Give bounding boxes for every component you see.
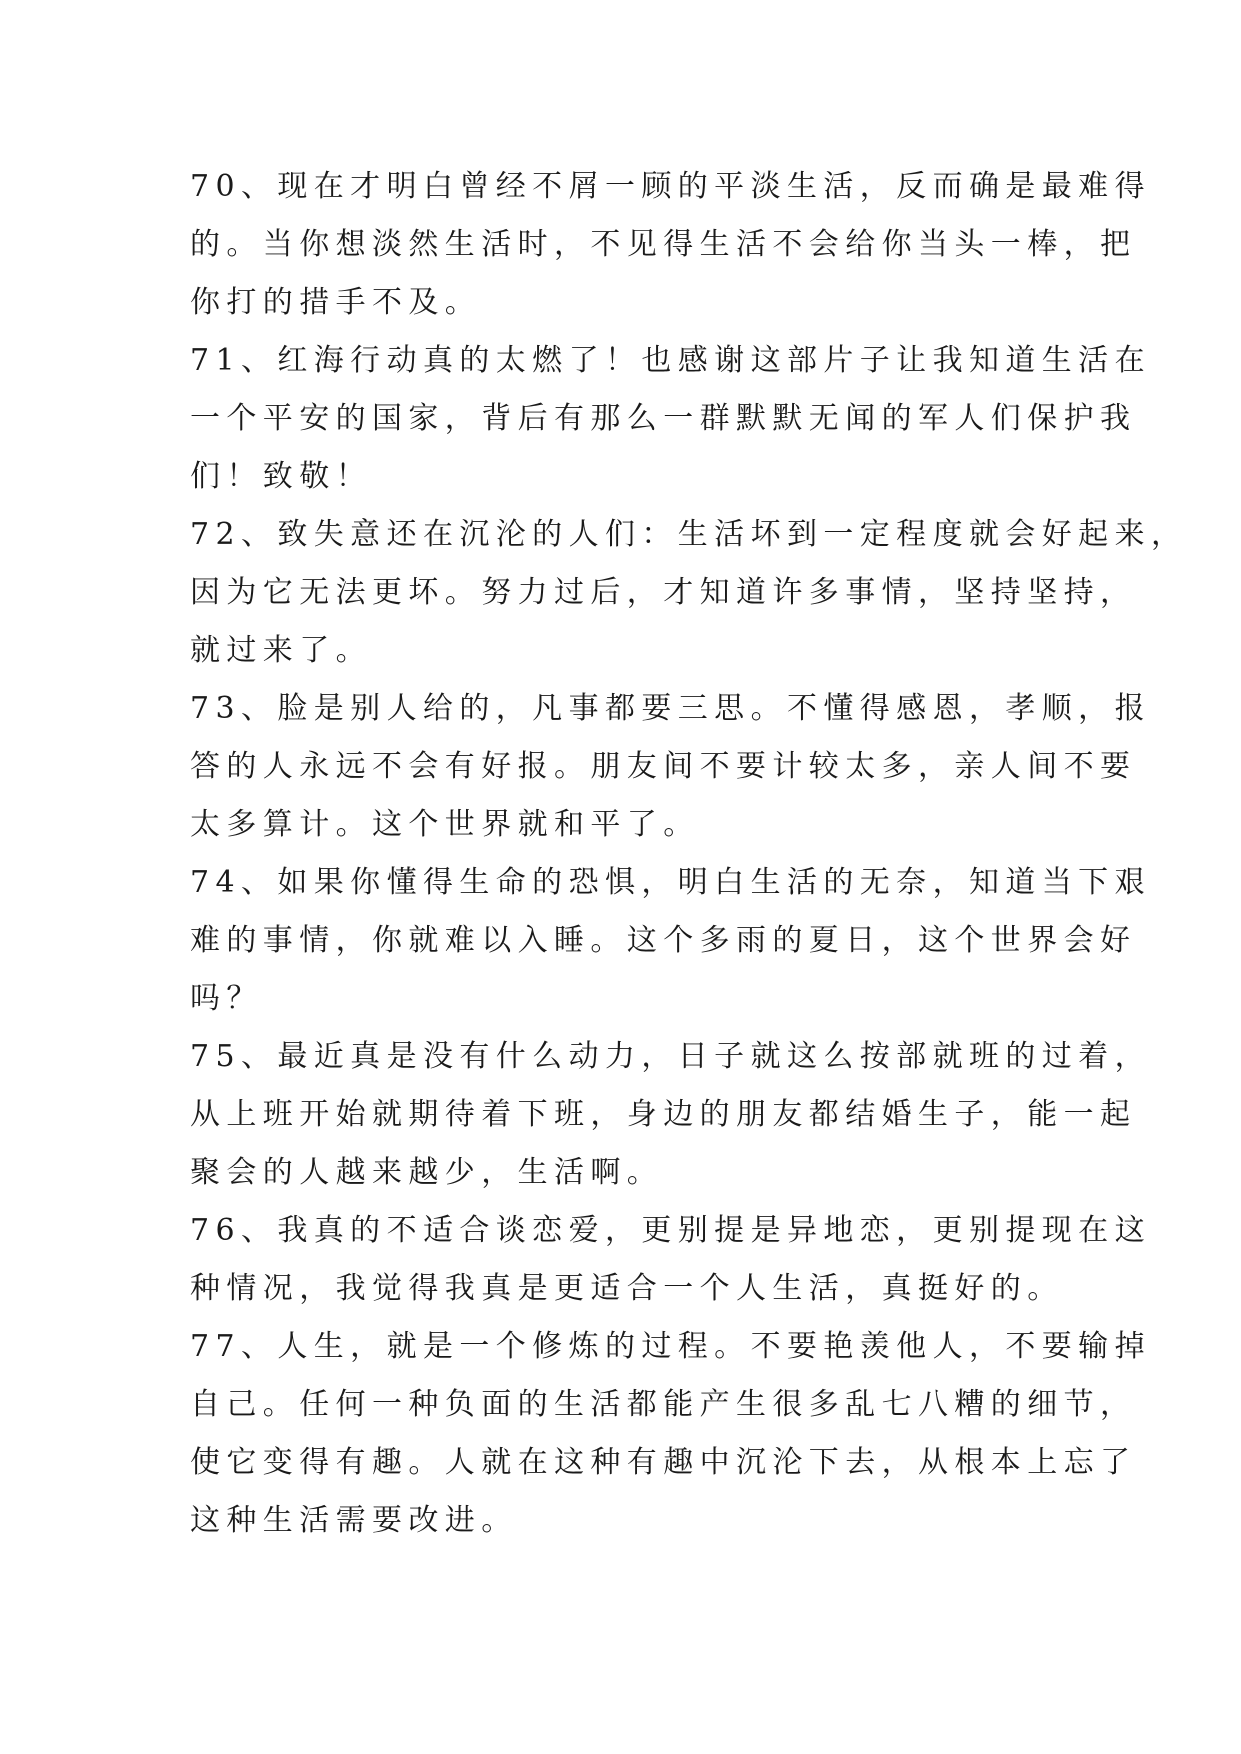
text-line: 吗？ <box>190 981 263 1016</box>
text-line: 因为它无法更坏。努力过后，才知道许多事情，坚持坚持， <box>190 575 1137 610</box>
text-line: 们！致敬！ <box>190 459 372 494</box>
text-line: 就过来了。 <box>190 633 372 668</box>
text-line: 聚会的人越来越少，生活啊。 <box>190 1155 664 1190</box>
text-line: 74、如果你懂得生命的恐惧，明白生活的无奈，知道当下艰 <box>190 865 1151 900</box>
text-line: 自己。任何一种负面的生活都能产生很多乱七八糟的细节， <box>190 1387 1137 1422</box>
text-line: 你打的措手不及。 <box>190 285 482 320</box>
text-line: 77、人生，就是一个修炼的过程。不要艳羡他人，不要输掉 <box>190 1329 1151 1364</box>
text-line: 太多算计。这个世界就和平了。 <box>190 807 700 842</box>
text-line: 一个平安的国家，背后有那么一群默默无闻的军人们保护我 <box>190 401 1137 436</box>
text-line: 种情况，我觉得我真是更适合一个人生活，真挺好的。 <box>190 1271 1064 1306</box>
document-body <box>190 158 1188 1550</box>
text-line: 答的人永远不会有好报。朋友间不要计较太多，亲人间不要 <box>190 749 1137 784</box>
text-line: 72、致失意还在沉沦的人们：生活坏到一定程度就会好起来， <box>190 517 1188 552</box>
text-line: 从上班开始就期待着下班，身边的朋友都结婚生子，能一起 <box>190 1097 1137 1132</box>
text-line: 71、红海行动真的太燃了！也感谢这部片子让我知道生活在 <box>190 343 1151 378</box>
text-line: 这种生活需要改进。 <box>190 1503 518 1538</box>
text-line: 75、最近真是没有什么动力，日子就这么按部就班的过着， <box>190 1039 1151 1074</box>
text-line: 使它变得有趣。人就在这种有趣中沉沦下去，从根本上忘了 <box>190 1445 1137 1480</box>
text-line: 70、现在才明白曾经不屑一顾的平淡生活，反而确是最难得 <box>190 169 1151 204</box>
text-line: 的。当你想淡然生活时，不见得生活不会给你当头一棒，把 <box>190 227 1137 262</box>
text-line: 难的事情，你就难以入睡。这个多雨的夏日，这个世界会好 <box>190 923 1137 958</box>
text-line: 73、脸是别人给的，凡事都要三思。不懂得感恩，孝顺，报 <box>190 691 1151 726</box>
text-line: 76、我真的不适合谈恋爱，更别提是异地恋，更别提现在这 <box>190 1213 1151 1248</box>
